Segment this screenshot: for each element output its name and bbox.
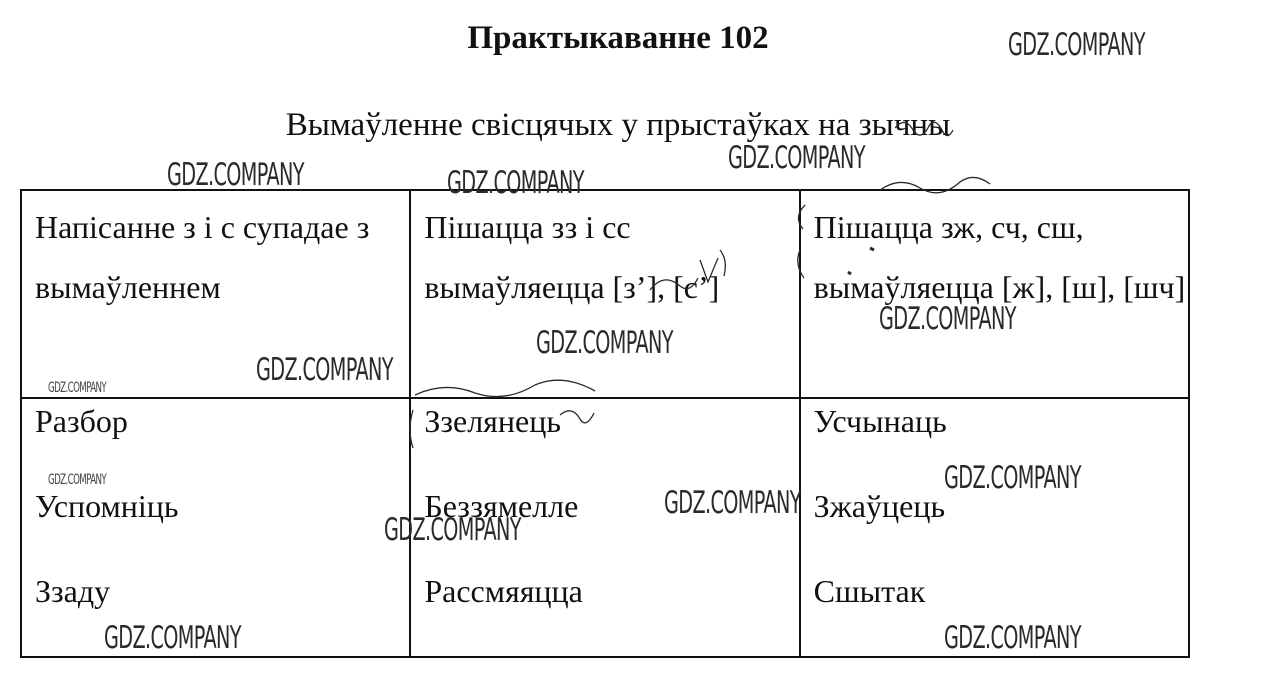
table-words-row [21, 398, 1189, 657]
watermark-text: GDZ.COMPANY [879, 301, 1016, 337]
page-title: Практыкаванне 102 [467, 20, 769, 56]
word-item: Сшытак [813, 573, 926, 609]
word-item: Ззаду [35, 573, 111, 609]
watermark-text: GDZ.COMPANY [536, 325, 673, 361]
words-cell [21, 398, 410, 657]
word-item: Зжаўцець [813, 488, 946, 524]
spelling-table [20, 189, 1190, 658]
words-cell [410, 398, 799, 657]
word-item: Рассмяяцца [424, 573, 583, 609]
word-item: Ззелянець [424, 403, 561, 439]
column-header-zzh-sch-ssh: Пішацца зж, сч, сш, вымаўляецца [ж], [ш], [шч] [813, 209, 1186, 305]
table-caption: Вымаўленне свісцячых у прыстаўках на зычны [285, 107, 951, 143]
word-item: Беззямелле [424, 488, 579, 524]
word-item: Разбор [35, 403, 128, 439]
column-header-cell [21, 190, 410, 398]
column-header-cell [410, 190, 799, 398]
word-item: Успомніць [35, 488, 179, 524]
column-header-same-spelling: Напісанне з і с супадае з вымаўленнем [35, 209, 370, 305]
watermark-text: GDZ.COMPANY [48, 380, 107, 396]
watermark-text: GDZ.COMPANY [167, 157, 304, 193]
watermark-text: GDZ.COMPANY [256, 352, 393, 388]
watermark-text: GDZ.COMPANY [944, 460, 1081, 496]
column-header-cell [800, 190, 1189, 398]
column-header-zz-ss: Пішацца зз і сс вымаўляецца [з’], [с’] [424, 209, 720, 305]
watermark-text: GDZ.COMPANY [728, 140, 865, 176]
watermark-text: GDZ.COMPANY [104, 620, 241, 656]
watermark-text: GDZ.COMPANY [447, 165, 584, 201]
watermark-text: GDZ.COMPANY [384, 512, 521, 548]
watermark-text: GDZ.COMPANY [664, 485, 801, 521]
watermark-text: GDZ.COMPANY [944, 620, 1081, 656]
watermark-text: GDZ.COMPANY [1008, 27, 1145, 63]
table-header-row [21, 190, 1189, 398]
word-item: Усчынаць [813, 403, 947, 439]
words-cell [800, 398, 1189, 657]
watermark-text: GDZ.COMPANY [48, 472, 107, 488]
